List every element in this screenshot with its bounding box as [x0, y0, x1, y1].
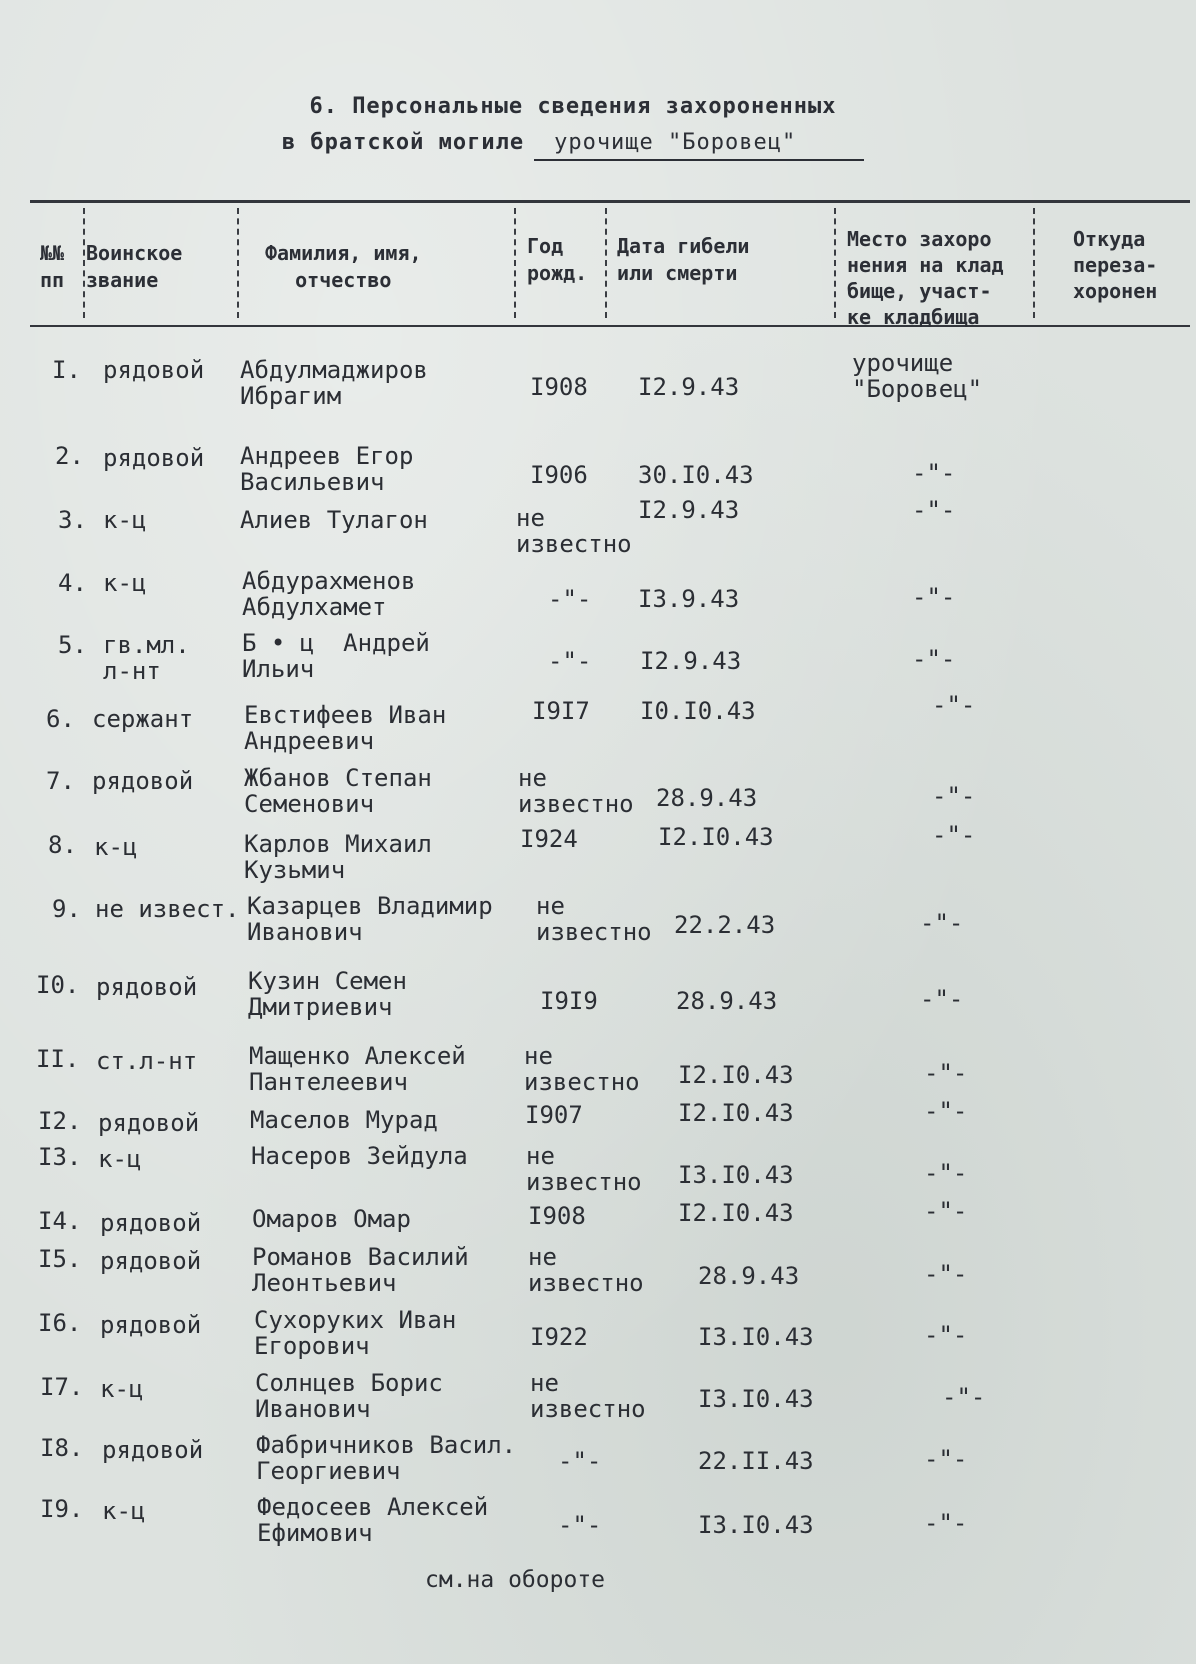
row-name: Андреев Егор Васильевич [240, 442, 414, 496]
row-number: 2. [55, 442, 84, 470]
row-name: Сухоруких Иван Егорович [254, 1306, 457, 1360]
subtitle-prefix: в братской могиле [281, 130, 525, 155]
row-death-date: I2.9.43 [640, 647, 742, 675]
column-divider [514, 208, 516, 318]
row-rank: рядовой [100, 1247, 202, 1275]
row-number: I5. [38, 1245, 82, 1273]
row-death-date: 30.I0.43 [638, 461, 754, 489]
row-name: Карлов Михаил Кузьмич [244, 830, 432, 884]
row-name: Жбанов Степан Семенович [244, 764, 432, 818]
row-rank: к-ц [102, 1497, 146, 1525]
row-name: Фабричников Васил. Георгиевич [256, 1431, 517, 1485]
row-name: Кузин Семен Дмитриевич [248, 967, 407, 1021]
row-name: Мащенко Алексей Пантелеевич [249, 1042, 466, 1096]
row-number: 4. [58, 569, 87, 597]
row-rank: к-ц [100, 1375, 144, 1403]
row-death-date: 22.II.43 [698, 1447, 814, 1475]
row-number: I9. [40, 1495, 84, 1523]
row-rank: сержант [92, 705, 194, 733]
column-divider [834, 208, 836, 318]
row-number: I6. [38, 1309, 82, 1337]
row-rank: к-ц [98, 1145, 142, 1173]
row-death-date: 28.9.43 [676, 987, 778, 1015]
row-name: Омаров Омар [252, 1205, 411, 1233]
row-birth-year: не известно [530, 1369, 646, 1423]
row-burial-place: -"- [912, 645, 956, 673]
row-rank: ст.л-нт [96, 1047, 198, 1075]
row-birth-year: не известно [528, 1243, 644, 1297]
row-number: 6. [46, 705, 75, 733]
row-number: I4. [38, 1207, 82, 1235]
row-number: I8. [40, 1434, 84, 1462]
row-death-date: I3.I0.43 [678, 1161, 794, 1189]
row-burial-place: -"- [932, 782, 976, 810]
row-birth-year: I924 [520, 825, 578, 853]
row-burial-place: -"- [924, 1321, 968, 1349]
row-burial-place: -"- [912, 496, 956, 524]
row-death-date: I3.9.43 [638, 585, 740, 613]
row-burial-place: -"- [924, 1509, 968, 1537]
row-number: I0. [36, 971, 80, 999]
row-birth-year: не известно [524, 1042, 640, 1096]
row-birth-year: I906 [530, 461, 588, 489]
header-birth-year: Год рожд. [527, 234, 588, 285]
row-burial-place: -"- [912, 459, 956, 487]
row-rank: к-ц [103, 506, 147, 534]
row-burial-place: -"- [932, 821, 976, 849]
row-birth-year: -"- [548, 647, 592, 675]
row-death-date: I2.I0.43 [678, 1199, 794, 1227]
row-number: 9. [52, 895, 81, 923]
row-number: I. [52, 356, 81, 384]
burial-place-name: урочище "Боровец" [534, 130, 864, 161]
row-number: I2. [38, 1107, 82, 1135]
header-name: Фамилия, имя, отчество [265, 241, 422, 292]
row-number: 7. [46, 767, 75, 795]
row-death-date: 22.2.43 [674, 911, 776, 939]
row-burial-place: -"- [924, 1059, 968, 1087]
row-name: Казарцев Владимир Иванович [247, 892, 493, 946]
row-death-date: I2.I0.43 [678, 1099, 794, 1127]
row-burial-place: -"- [942, 1383, 986, 1411]
row-burial-place: -"- [924, 1260, 968, 1288]
row-rank: рядовой [96, 973, 198, 1001]
row-death-date: 28.9.43 [698, 1262, 800, 1290]
row-rank: гв.мл. л-нт [103, 631, 190, 685]
column-divider [83, 208, 85, 318]
row-death-date: I0.I0.43 [640, 697, 756, 725]
row-rank: рядовой [102, 1436, 204, 1464]
row-name: Федосеев Алексей Ефимович [257, 1493, 489, 1547]
column-divider [1033, 208, 1035, 318]
row-name: Абдурахменов Абдулхамет [242, 567, 416, 621]
table-header-rule [30, 325, 1190, 327]
row-burial-place: -"- [920, 909, 964, 937]
row-burial-place: -"- [924, 1445, 968, 1473]
document-title: 6. Персональные сведения захороненных [309, 94, 837, 119]
column-divider [237, 208, 239, 318]
row-death-date: I2.I0.43 [658, 823, 774, 851]
header-rank: Воинское звание [86, 241, 183, 292]
row-death-date: I2.9.43 [638, 373, 740, 401]
row-rank: рядовой [98, 1109, 200, 1137]
row-name: Б • ц Андрей Ильич [242, 629, 430, 683]
row-death-date: I3.I0.43 [698, 1323, 814, 1351]
row-rank: рядовой [103, 444, 205, 472]
row-rank: не извест. [95, 895, 240, 923]
row-burial-place: -"- [912, 583, 956, 611]
row-birth-year: не известно [536, 892, 652, 946]
row-birth-year: I907 [525, 1101, 583, 1129]
header-reburied-from: Откуда переза- хоронен [1073, 227, 1158, 303]
row-birth-year: I9I7 [532, 697, 590, 725]
row-birth-year: -"- [558, 1511, 602, 1539]
row-number: II. [36, 1045, 80, 1073]
row-death-date: I3.I0.43 [698, 1511, 814, 1539]
row-birth-year: -"- [558, 1447, 602, 1475]
row-birth-year: не известно [526, 1142, 642, 1196]
footer-note: см.на обороте [425, 1567, 606, 1593]
row-birth-year: I9I9 [540, 987, 598, 1015]
column-divider [605, 208, 607, 318]
row-rank: к-ц [103, 569, 147, 597]
row-birth-year: -"- [548, 585, 592, 613]
row-death-date: 28.9.43 [656, 784, 758, 812]
row-name: Романов Василий Леонтьевич [252, 1243, 469, 1297]
row-birth-year: I908 [530, 373, 588, 401]
row-rank: рядовой [92, 767, 194, 795]
row-name: Евстифеев Иван Андреевич [244, 701, 447, 755]
row-rank: рядовой [100, 1311, 202, 1339]
row-birth-year: I922 [530, 1323, 588, 1351]
row-rank: рядовой [103, 356, 205, 384]
row-burial-place: -"- [932, 691, 976, 719]
row-name: Насеров Зейдула [251, 1142, 468, 1170]
table-top-rule [30, 200, 1190, 203]
row-death-date: I2.I0.43 [678, 1061, 794, 1089]
row-number: I3. [38, 1143, 82, 1171]
row-burial-place: -"- [924, 1097, 968, 1125]
row-name: Абдулмаджиров Ибрагим [240, 356, 428, 410]
header-burial-location: Место захоро нения на клад бище, участ- ке кладбища [847, 227, 1004, 329]
row-burial-place: -"- [920, 985, 964, 1013]
row-burial-place: -"- [924, 1159, 968, 1187]
row-number: 3. [58, 506, 87, 534]
header-num: №№ пп [40, 241, 65, 292]
document-subtitle [0, 130, 1171, 161]
row-burial-place: урочище "Боровец" [852, 349, 983, 403]
row-death-date: I3.I0.43 [698, 1385, 814, 1413]
row-death-date: I2.9.43 [638, 496, 740, 524]
row-rank: к-ц [94, 833, 138, 861]
row-name: Алиев Тулагон [240, 506, 428, 534]
row-birth-year: I908 [528, 1202, 586, 1230]
row-number: 8. [48, 831, 77, 859]
row-rank: рядовой [100, 1209, 202, 1237]
row-number: I7. [40, 1373, 84, 1401]
row-name: Солнцев Борис Иванович [255, 1369, 443, 1423]
row-name: Маселов Мурад [250, 1106, 438, 1134]
row-birth-year: не известно [516, 504, 632, 558]
header-death-date: Дата гибели или смерти [617, 234, 750, 285]
row-burial-place: -"- [924, 1197, 968, 1225]
row-birth-year: не известно [518, 764, 634, 818]
row-number: 5. [58, 631, 87, 659]
